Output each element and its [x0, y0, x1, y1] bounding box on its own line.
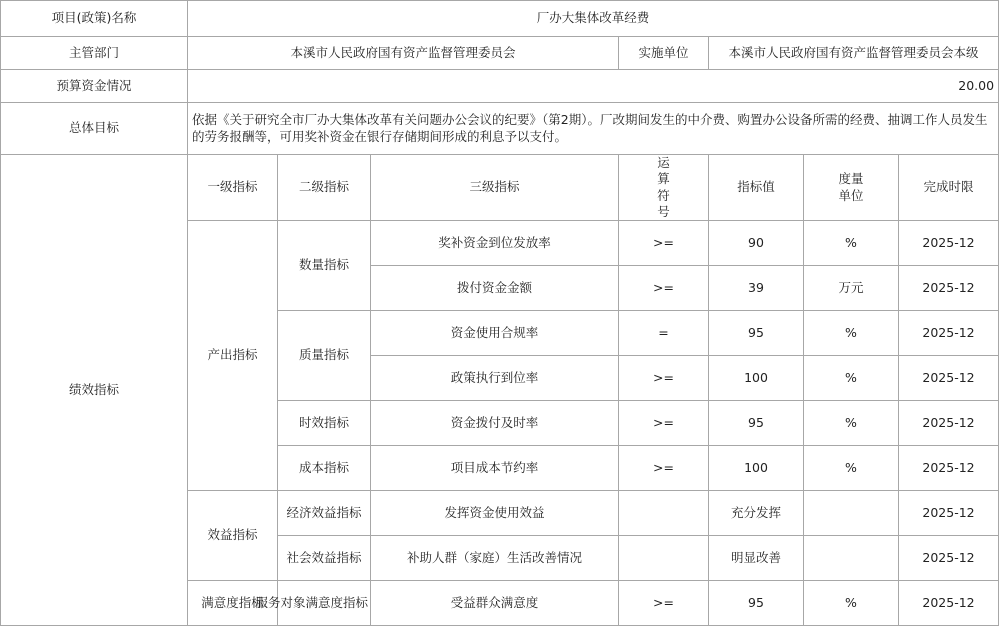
deadline-cell: 2025-12 — [899, 536, 999, 581]
deadline-cell: 2025-12 — [899, 266, 999, 311]
l3-name: 资金使用合规率 — [371, 311, 619, 356]
value-cell: 95 — [709, 581, 804, 626]
dept-value: 本溪市人民政府国有资产监督管理委员会 — [188, 37, 619, 70]
value-cell: 90 — [709, 221, 804, 266]
header-unit: 度量单位 — [804, 155, 899, 221]
l3-name: 发挥资金使用效益 — [371, 491, 619, 536]
l3-name: 补助人群（家庭）生活改善情况 — [371, 536, 619, 581]
value-cell: 39 — [709, 266, 804, 311]
value-cell: 明显改善 — [709, 536, 804, 581]
op-cell: >= — [619, 581, 709, 626]
budget-label: 预算资金情况 — [1, 70, 188, 103]
unit-cell — [804, 491, 899, 536]
project-row — [1, 1, 999, 37]
op-cell: >= — [619, 221, 709, 266]
project-name: 厂办大集体改革经费 — [188, 1, 999, 37]
deadline-cell: 2025-12 — [899, 221, 999, 266]
header-deadline: 完成时限 — [899, 155, 999, 221]
l2-quality: 质量指标 — [278, 311, 371, 401]
value-cell: 100 — [709, 356, 804, 401]
unit-cell: % — [804, 221, 899, 266]
op-cell — [619, 491, 709, 536]
impl-label: 实施单位 — [619, 37, 709, 70]
l3-name: 拨付资金金额 — [371, 266, 619, 311]
unit-cell: 万元 — [804, 266, 899, 311]
l1-benefit: 效益指标 — [188, 491, 278, 581]
unit-cell — [804, 536, 899, 581]
project-label: 项目(政策)名称 — [1, 1, 188, 37]
l2-service: 服务对象满意度指标 — [278, 581, 371, 626]
header-val: 指标值 — [709, 155, 804, 221]
impl-value: 本溪市人民政府国有资产监督管理委员会本级 — [709, 37, 999, 70]
unit-cell: % — [804, 581, 899, 626]
l3-name: 政策执行到位率 — [371, 356, 619, 401]
op-cell: >= — [619, 266, 709, 311]
l3-name: 奖补资金到位发放率 — [371, 221, 619, 266]
deadline-cell: 2025-12 — [899, 581, 999, 626]
goal-row — [1, 103, 999, 155]
unit-cell: % — [804, 311, 899, 356]
header-l1: 一级指标 — [188, 155, 278, 221]
header-op: 运算符号 — [619, 155, 709, 221]
header-row — [1, 155, 999, 221]
l3-name: 项目成本节约率 — [371, 446, 619, 491]
op-cell: = — [619, 311, 709, 356]
value-cell: 95 — [709, 311, 804, 356]
l2-social: 社会效益指标 — [278, 536, 371, 581]
op-cell: >= — [619, 356, 709, 401]
l1-satisfaction: 满意度指标 — [188, 581, 278, 626]
budget-value: 20.00 — [188, 70, 999, 103]
perf-label: 绩效指标 — [1, 155, 188, 626]
budget-row — [1, 70, 999, 103]
l3-name: 资金拨付及时率 — [371, 401, 619, 446]
l3-name: 受益群众满意度 — [371, 581, 619, 626]
value-cell: 充分发挥 — [709, 491, 804, 536]
unit-cell: % — [804, 356, 899, 401]
l1-output: 产出指标 — [188, 221, 278, 491]
unit-cell: % — [804, 401, 899, 446]
dept-label: 主管部门 — [1, 37, 188, 70]
deadline-cell: 2025-12 — [899, 401, 999, 446]
deadline-cell: 2025-12 — [899, 446, 999, 491]
value-cell: 100 — [709, 446, 804, 491]
header-l2: 二级指标 — [278, 155, 371, 221]
l2-cost: 成本指标 — [278, 446, 371, 491]
value-cell: 95 — [709, 401, 804, 446]
header-l3: 三级指标 — [371, 155, 619, 221]
deadline-cell: 2025-12 — [899, 311, 999, 356]
l2-economic: 经济效益指标 — [278, 491, 371, 536]
deadline-cell: 2025-12 — [899, 356, 999, 401]
goal-label: 总体目标 — [1, 103, 188, 155]
l2-timeliness: 时效指标 — [278, 401, 371, 446]
op-cell: >= — [619, 401, 709, 446]
op-cell: >= — [619, 446, 709, 491]
l2-quantity: 数量指标 — [278, 221, 371, 311]
op-cell — [619, 536, 709, 581]
goal-text: 依据《关于研究全市厂办大集体改革有关问题办公会议的纪要》（第2期）。厂改期间发生的中介费、购置办公设备所需的经费、抽调工作人员发生的劳务报酬等，可用奖补资金在银行存储期间形成的利息予以支付。 — [188, 103, 999, 155]
deadline-cell: 2025-12 — [899, 491, 999, 536]
dept-row — [1, 37, 999, 70]
unit-cell: % — [804, 446, 899, 491]
